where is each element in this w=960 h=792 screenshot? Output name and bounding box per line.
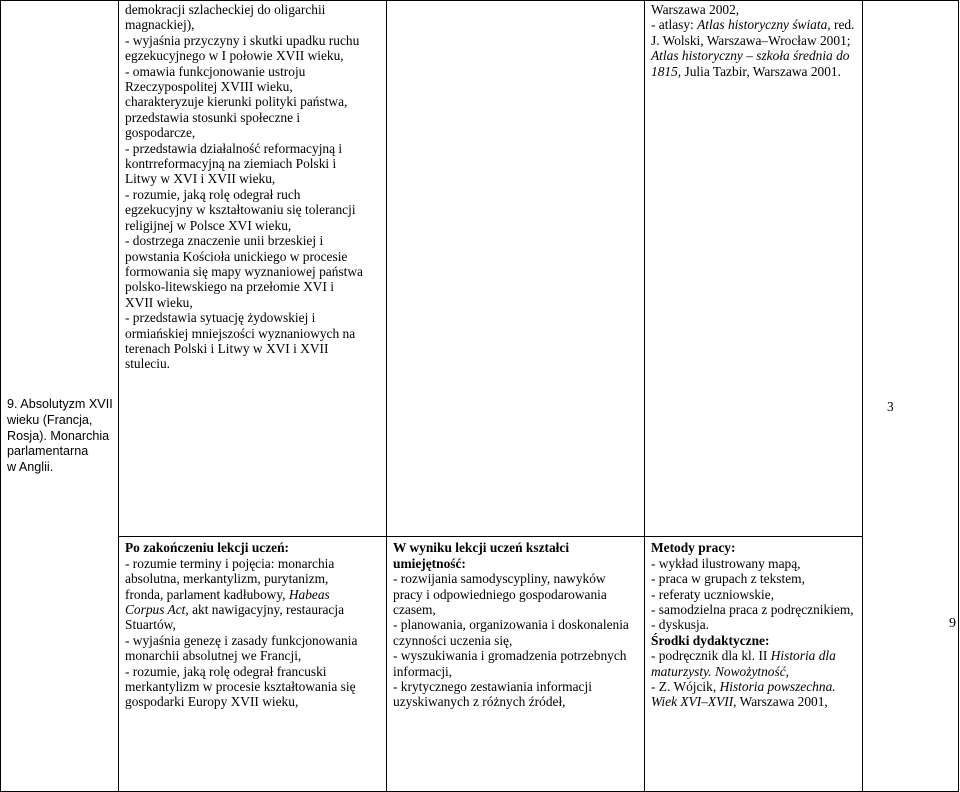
resource-line: Warszawa 2002, xyxy=(651,2,740,17)
aid-line: - podręcznik dla kl. II Historia dla xyxy=(651,648,836,664)
outcome-line: Corpus Act, akt nawigacyjny, restauracja xyxy=(125,602,345,618)
requirement-line: egzekucyjnego w I połowie XVII wieku, xyxy=(125,48,344,64)
requirement-line: przedstawia stosunki społeczne i xyxy=(125,109,301,125)
outcome-line: Stuartów, xyxy=(125,617,176,633)
outcome-line: - wyjaśnia genezę i zasady funkcjonowania xyxy=(125,632,358,648)
requirement-line: - rozumie, jaką rolę odegrał ruch xyxy=(125,186,301,202)
requirement-line: kontrreformacyjną na ziemiach Polski i xyxy=(125,156,337,172)
requirements-cell xyxy=(119,1,387,537)
topic-line: Rosja). Monarchia xyxy=(7,428,110,443)
methods-list xyxy=(651,556,856,633)
requirement-line: - wyjaśnia przyczyny i skutki upadku ruchu xyxy=(125,32,360,48)
skills-heading: W wyniku lekcji uczeń kształci xyxy=(393,540,570,556)
outcome-line: monarchii absolutnej we Francji, xyxy=(125,648,302,664)
outcome-line: fronda, parlament kadłubowy, Habeas xyxy=(125,586,330,602)
requirement-line: demokracji szlacheckiej do oligarchii xyxy=(125,2,326,17)
methods-heading: Metody pracy: xyxy=(651,540,736,556)
method-line: - samodzielna praca z podręcznikiem, xyxy=(651,602,854,618)
outcome-line: merkantylizm w procesie kształtowania się xyxy=(125,679,356,695)
outcomes-cell xyxy=(119,537,387,792)
aid-line: - Z. Wójcik, Historia powszechna. xyxy=(651,679,836,695)
skill-line: pracy i odpowiedniego gospodarowania xyxy=(393,586,607,602)
skill-line: - wyszukiwania i gromadzenia potrzebnych xyxy=(393,648,627,664)
outcome-line: gospodarki Europy XVII wieku, xyxy=(125,694,299,710)
skill-line: - rozwijania samodyscypliny, nawyków xyxy=(393,571,606,587)
requirement-line: stuleciu. xyxy=(125,356,170,372)
requirement-line: - przedstawia sytuację żydowskiej i xyxy=(125,310,316,326)
outcome-line: absolutna, merkantylizm, purytanizm, xyxy=(125,571,329,587)
requirement-line: XVII wieku, xyxy=(125,294,193,310)
aid-line: maturzysty. Nowożytność, xyxy=(651,663,789,679)
page-number: 9 xyxy=(949,616,956,631)
skill-line: informacji, xyxy=(393,663,453,679)
requirement-line: magnackiej), xyxy=(125,17,195,33)
hours-cell xyxy=(863,1,959,792)
topic-cell xyxy=(1,1,119,792)
skill-line: czynności uczenia się, xyxy=(393,632,513,648)
aids-heading: Środki dydaktyczne: xyxy=(651,632,770,648)
topic-line: w Anglii. xyxy=(7,460,54,475)
requirement-line: powstania Kościoła unickiego w procesie xyxy=(125,248,348,264)
requirement-line: ormiańskiej mniejszości wyznaniowych na xyxy=(125,325,356,341)
resources-cell xyxy=(645,1,863,537)
requirements-list xyxy=(125,2,380,372)
requirement-line: polsko-litewskiego na przełomie XVI i xyxy=(125,279,334,295)
skills-heading: umiejętność: xyxy=(393,555,466,571)
outcome-line: - rozumie, jaką rolę odegrał francuski xyxy=(125,663,327,679)
requirement-line: - przedstawia działalność reformacyjną i xyxy=(125,140,343,156)
methods-cell xyxy=(645,537,863,792)
hours-value: 3 xyxy=(887,399,894,414)
skills-cell xyxy=(387,537,645,792)
requirement-line: gospodarcze, xyxy=(125,125,196,141)
resource-line: - atlasy: Atlas historyczny świata, red. xyxy=(651,17,855,33)
requirement-line: - omawia funkcjonowanie ustroju xyxy=(125,63,306,79)
method-line: - praca w grupach z tekstem, xyxy=(651,571,805,587)
outcomes-heading: Po zakończeniu lekcji uczeń: xyxy=(125,540,290,556)
skill-line: czasem, xyxy=(393,602,436,618)
topic-line: 9. Absolutyzm XVII xyxy=(7,397,113,411)
skill-line: - planowania, organizowania i doskonalenia xyxy=(393,617,629,633)
resource-line: J. Wolski, Warszawa–Wrocław 2001; xyxy=(651,32,851,48)
requirement-line: formowania się mapy wyznaniowej państwa xyxy=(125,263,363,279)
outcome-line: - rozumie terminy i pojęcia: monarchia xyxy=(125,555,335,571)
skills-list xyxy=(393,571,638,710)
skill-line: uzyskiwanych z różnych źródeł, xyxy=(393,694,566,710)
table-row xyxy=(1,1,959,537)
skills-cell-empty xyxy=(387,1,645,537)
resource-line: 1815, Julia Tazbir, Warszawa 2001. xyxy=(651,63,841,79)
table-row xyxy=(1,537,959,792)
resource-line: Atlas historyczny – szkoła średnia do xyxy=(651,48,850,64)
topic-line: wieku (Francja, xyxy=(7,412,93,427)
requirement-line: Litwy w XVI i XVII wieku, xyxy=(125,171,276,187)
requirement-line: religijnej w Polsce XVI wieku, xyxy=(125,217,292,233)
requirement-line: - dostrzega znaczenie unii brzeskiej i xyxy=(125,233,324,249)
requirement-line: egzekucyjny w kształtowaniu się tolerancji xyxy=(125,202,356,218)
requirement-line: Rzeczypospolitej XVIII wieku, xyxy=(125,79,293,95)
requirement-line: charakteryzuje kierunki polityki państwa, xyxy=(125,94,348,110)
aid-line: Wiek XVI–XVII, Warszawa 2001, xyxy=(651,694,828,710)
topic-line: parlamentarna xyxy=(7,444,89,459)
method-line: - wykład ilustrowany mapą, xyxy=(651,555,801,571)
method-line: - dyskusja. xyxy=(651,617,710,633)
requirement-line: terenach Polski i Litwy w XVI i XVII xyxy=(125,340,329,356)
skill-line: - krytycznego zestawiania informacji xyxy=(393,679,592,695)
method-line: - referaty uczniowskie, xyxy=(651,586,775,602)
